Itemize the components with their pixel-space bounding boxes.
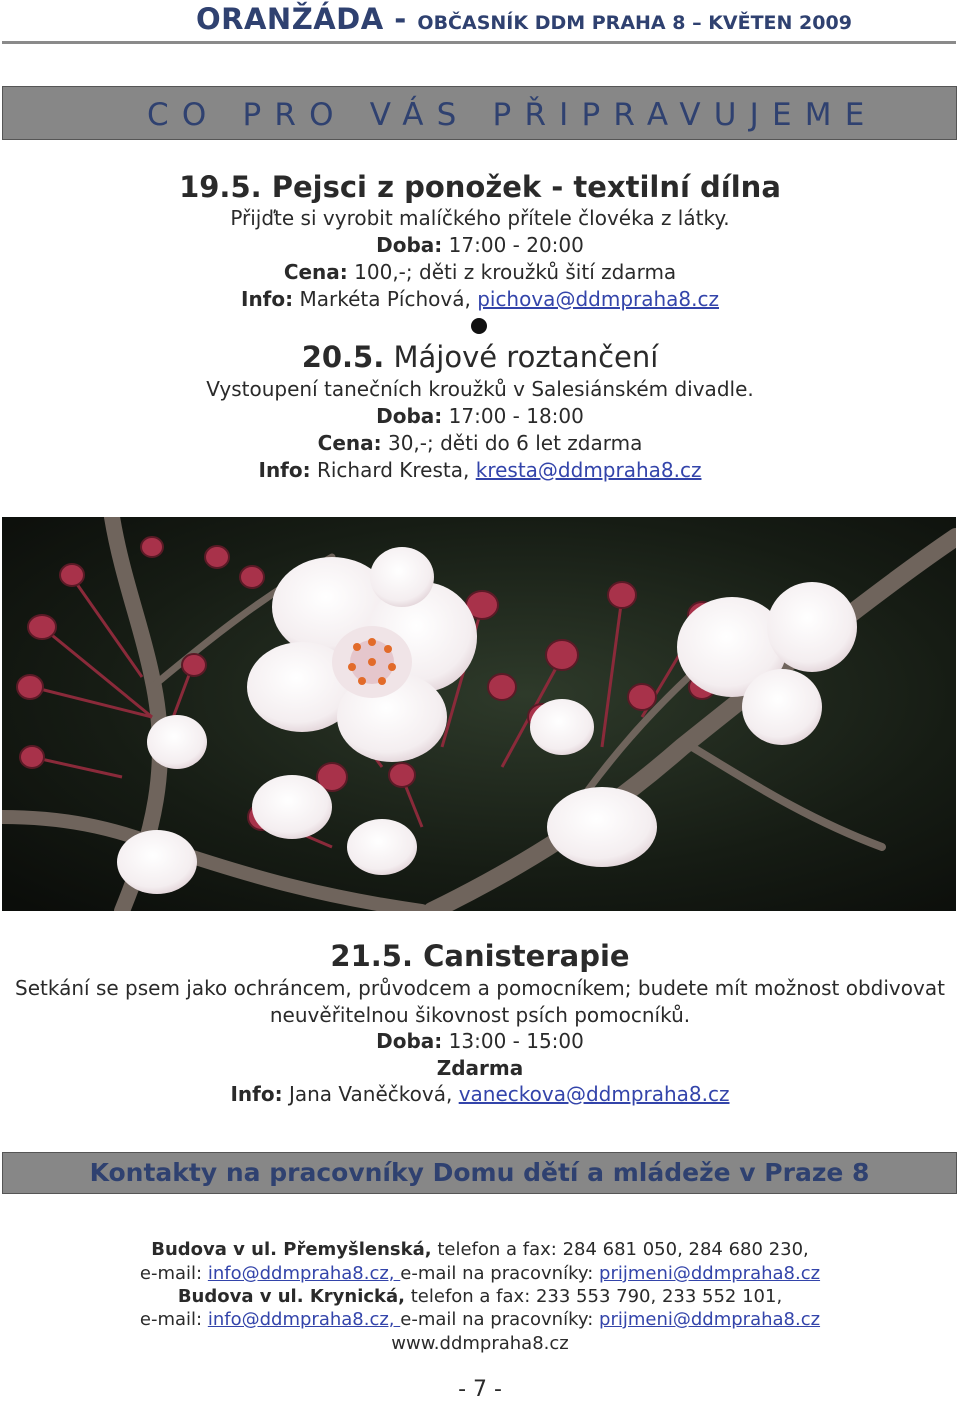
info-value: Jana Vaněčková, (282, 1082, 459, 1106)
section-title: CO PRO VÁS PŘIPRAVUJEME (147, 97, 878, 133)
building-1-staff-email-link[interactable]: prijmeni@ddmpraha8.cz (599, 1263, 821, 1284)
price-label: Cena: (283, 260, 348, 284)
building-2-emails (0, 1309, 960, 1330)
info-label: Info: (258, 458, 311, 482)
price-free: Zdarma (436, 1056, 524, 1080)
event-2-title: Májové roztančení (384, 340, 659, 374)
event-2-email-link[interactable]: kresta@ddmpraha8.cz (475, 458, 702, 482)
price-value: 30,-; děti do 6 let zdarma (381, 431, 643, 455)
building-1-phone-value: telefon a fax: 284 681 050, 284 680 230, (431, 1239, 809, 1260)
time-value: 13:00 - 15:00 (442, 1029, 584, 1053)
building-1-label: Budova v ul. Přemyšlenská, (151, 1239, 432, 1260)
building-1-email-link[interactable]: info@ddmpraha8.cz, (207, 1263, 401, 1284)
header-divider (2, 41, 956, 44)
event-2-date: 20.5. (301, 340, 385, 374)
time-label: Doba: (376, 404, 443, 428)
building-1-emails (0, 1263, 960, 1284)
event-2-description: Vystoupení tanečních kroužků v Salesiánském divadle. (206, 377, 754, 401)
contacts-title: Kontakty na pracovníky Domu dětí a mládeže v Praze 8 (89, 1158, 870, 1187)
section-banner (2, 86, 957, 140)
event-3-info (0, 1082, 960, 1106)
email-label: e-mail: (139, 1309, 208, 1330)
info-label: Info: (241, 287, 294, 311)
website-text: www.ddmpraha8.cz (391, 1333, 569, 1354)
building-2-staff-email-link[interactable]: prijmeni@ddmpraha8.cz (599, 1309, 821, 1330)
time-value: 17:00 - 20:00 (442, 233, 584, 257)
info-label: Info: (230, 1082, 283, 1106)
event-3-price (0, 1056, 960, 1080)
event-2-time (0, 404, 960, 428)
event-3-email-link[interactable]: vaneckova@ddmpraha8.cz (458, 1082, 730, 1106)
event-1-description: Přijďte si vyrobit malíčkého přítele človéka z látky. (230, 206, 730, 230)
event-3-description-2: neuvěřitelnou šikovnost psích pomocníků. (269, 1003, 691, 1027)
time-value: 17:00 - 18:00 (442, 404, 584, 428)
page-number: - 7 - (458, 1377, 502, 1402)
event-1-price (0, 260, 960, 284)
email-label: e-mail: (139, 1263, 208, 1284)
info-value: Richard Kresta, (310, 458, 476, 482)
event-3-description-1: Setkání se psem jako ochráncem, průvodcem a pomocníkem; budete mít možnost obdivovat (15, 976, 945, 1000)
event-1-time (0, 233, 960, 257)
time-label: Doba: (376, 1029, 443, 1053)
time-label: Doba: (376, 233, 443, 257)
event-1-email-link[interactable]: pichova@ddmpraha8.cz (477, 287, 719, 311)
staff-email-label: e-mail na pracovníky: (400, 1263, 600, 1284)
event-2-heading (0, 340, 960, 374)
bullet-separator (471, 318, 487, 334)
cherry-blossom-photo (2, 517, 956, 911)
event-1-info (0, 287, 960, 311)
building-2-phone (0, 1286, 960, 1307)
newsletter-title: ORANŽÁDA - (196, 2, 418, 36)
event-1-heading: 19.5. Pejsci z ponožek - textilní dílna (179, 170, 781, 204)
event-3-heading: 21.5. Canisterapie (330, 939, 630, 973)
building-1-phone (0, 1239, 960, 1260)
newsletter-header (196, 2, 852, 36)
building-2-phone-value: telefon a fax: 233 553 790, 233 552 101, (405, 1286, 783, 1307)
event-2-info (0, 458, 960, 482)
contacts-banner (2, 1152, 957, 1194)
price-value: 100,-; děti z kroužků šití zdarma (347, 260, 677, 284)
info-value: Markéta Píchová, (293, 287, 478, 311)
newsletter-subtitle: OBČASNÍK DDM PRAHA 8 – KVĚTEN 2009 (417, 12, 852, 34)
building-2-label: Budova v ul. Krynická, (177, 1286, 406, 1307)
building-2-email-link[interactable]: info@ddmpraha8.cz, (207, 1309, 401, 1330)
staff-email-label: e-mail na pracovníky: (400, 1309, 600, 1330)
event-2-price (0, 431, 960, 455)
event-3-time (0, 1029, 960, 1053)
price-label: Cena: (317, 431, 382, 455)
